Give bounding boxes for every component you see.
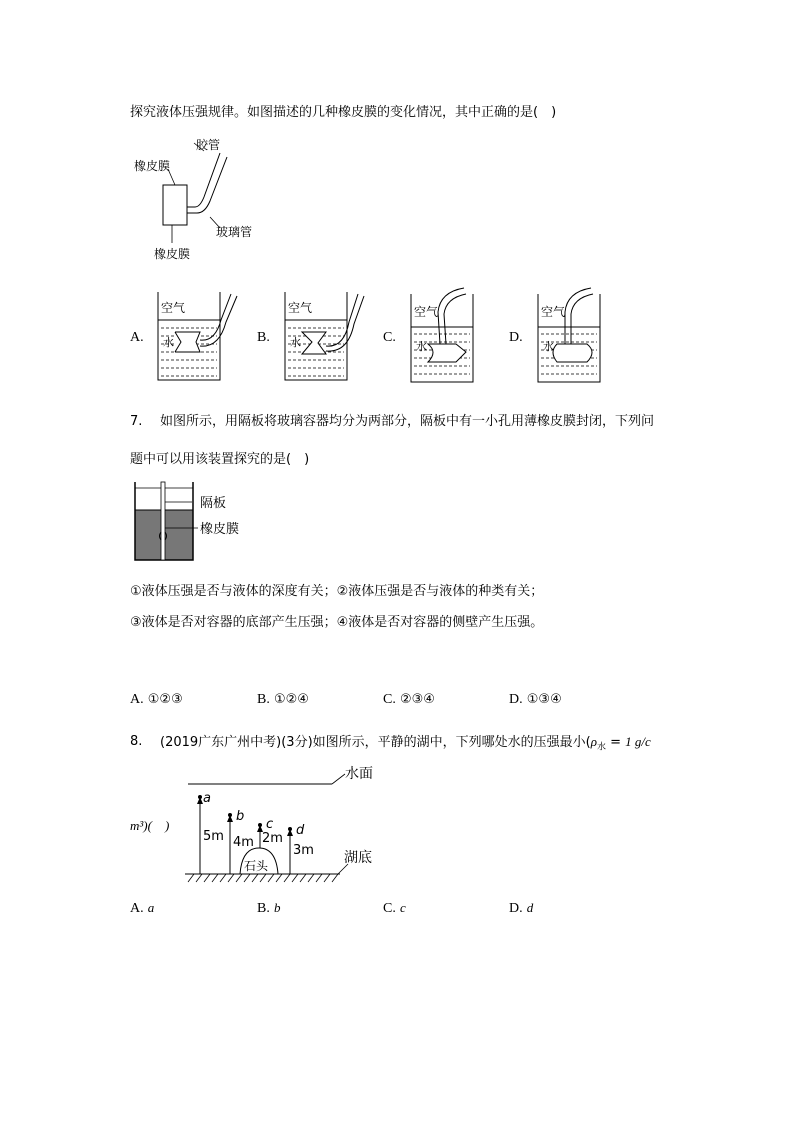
q8-option-c[interactable]: C. c xyxy=(383,900,406,916)
q8-option-b[interactable]: B. b xyxy=(257,900,281,916)
label-hose: 胶管 xyxy=(196,138,221,152)
q8-stem-line1: (2019广东广州中考)(3分)如图所示，平静的湖中，下列哪处水的压强最小($\rho_水 = 1$ g/c xyxy=(160,734,651,753)
svg-text:水: 水 xyxy=(290,336,301,349)
q7-option-c[interactable]: C. ②③④ xyxy=(383,692,435,707)
q6-option-c-letter[interactable]: C. xyxy=(383,330,396,345)
q6-beaker-a xyxy=(155,290,250,385)
svg-text:3m: 3m xyxy=(293,843,314,858)
q6-apparatus-figure xyxy=(120,135,260,265)
label-membrane-bottom: 橡皮膜 xyxy=(154,247,191,261)
svg-text:4m: 4m xyxy=(233,835,254,850)
label-membrane-top: 橡皮膜 xyxy=(134,159,171,173)
q7-statement-1: ①液体压强是否与液体的深度有关；②液体压强是否与液体的种类有关； xyxy=(130,584,544,599)
q6-option-a-letter[interactable]: A. xyxy=(130,330,144,345)
q8-number: 8. xyxy=(130,734,143,749)
q7-stem-line2: 题中可以用该装置探究的是( ) xyxy=(130,452,310,467)
svg-text:水: 水 xyxy=(416,340,427,353)
label-bottom: 湖底 xyxy=(344,850,372,866)
svg-text:a: a xyxy=(203,791,211,806)
svg-text:水: 水 xyxy=(543,340,554,353)
q8-lake-figure xyxy=(180,762,380,887)
q7-option-d[interactable]: D. ①③④ xyxy=(509,692,562,707)
q8-option-d[interactable]: D. d xyxy=(509,900,534,916)
q6-beaker-b xyxy=(282,290,377,385)
svg-text:b: b xyxy=(236,809,245,824)
q7-option-a[interactable]: A. ①②③ xyxy=(130,692,183,707)
q7-option-b[interactable]: B. ①②④ xyxy=(257,692,309,707)
label-surface: 水面 xyxy=(345,766,373,782)
q6-option-d-letter[interactable]: D. xyxy=(509,330,523,345)
svg-text:水: 水 xyxy=(163,336,174,349)
label-stone: 石头 xyxy=(244,859,269,873)
glass-tube xyxy=(187,153,220,207)
svg-text:2m: 2m xyxy=(262,831,283,846)
label-membrane: 橡皮膜 xyxy=(200,522,240,537)
svg-text:5m: 5m xyxy=(203,829,224,844)
q6-beaker-d xyxy=(535,282,630,385)
q8-stem-line2: m³)( ) xyxy=(130,818,170,833)
q7-stem-line1: 如图所示，用隔板将玻璃容器均分为两部分，隔板中有一小孔用薄橡皮膜封闭，下列问 xyxy=(160,414,655,429)
svg-text:空气: 空气 xyxy=(161,301,186,315)
q7-statement-2: ③液体是否对容器的底部产生压强；④液体是否对容器的侧壁产生压强。 xyxy=(130,615,544,630)
membrane-box xyxy=(163,185,187,225)
glass-tube-outer xyxy=(187,157,227,213)
svg-text:d: d xyxy=(296,823,305,838)
svg-text:空气: 空气 xyxy=(541,305,566,319)
q7-container-figure xyxy=(130,480,260,565)
svg-text:空气: 空气 xyxy=(414,305,439,319)
svg-text:c: c xyxy=(266,817,274,832)
q7-number: 7. xyxy=(130,414,143,429)
svg-text:空气: 空气 xyxy=(288,301,313,315)
label-partition: 隔板 xyxy=(200,496,227,511)
q8-option-a[interactable]: A. a xyxy=(130,900,155,916)
q6-stem: 探究液体压强规律。如图描述的几种橡皮膜的变化情况，其中正确的是( ) xyxy=(130,105,557,120)
label-glass-tube: 玻璃管 xyxy=(216,225,253,239)
q6-beaker-c xyxy=(408,282,503,385)
q6-option-b-letter[interactable]: B. xyxy=(257,330,270,345)
